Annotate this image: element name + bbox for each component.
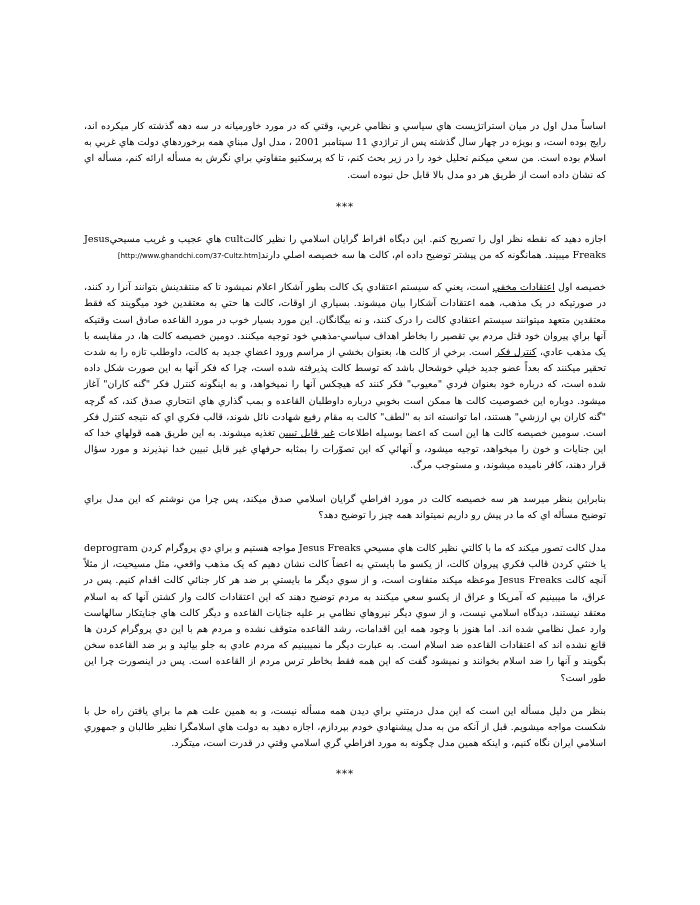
paragraph-4: بنابراين بنظر ميرسد هر سه خصيصه كالت در مورد افراطي گرايان اسلامي صدق ميكند، پس چرا من نوشتم كه اين مدل براي توضيح مسأله اي كه ما در پيش رو داريم نميتواند همه چيز را توضيح دهد؟ [84, 493, 606, 521]
paragraph-gap [84, 687, 606, 704]
paragraph-6: بنظر من دليل مسأله اين است كه اين مدل درمتني براي ديدن همه مسأله نيست، و به همين علت هم ما براي يافتن راه حل با شكست مواجه ميشويم. قبل از آنكه من به مدل پيشنهادي خودم بپردازم، اجازه دهيد به دولت هاي اسلامگرا نظير طالبان و جمهوري اسلامي ايران نگاه كنيم، و اينكه همين مدل چگونه به مورد افراطي گري اسلامي وقتي در قدرت است، ميتگرد. [84, 705, 606, 750]
paragraph-3-part-a: خصيصه اول [554, 282, 606, 294]
paragraph-5: مدل كالت تصور ميكند كه ما با كالتي نظير كالت هاي مسيحي Jesus Freaks مواجه هستيم و براي دي پروگرام كردن deprogram يا خنثي كردن قالب فكري پيروان كالت، از يكسو ما بايستي به اعضاً كالت نشان دهيم كه يک مذهب واقعي، مثل مسيحيت، از مثلاً آنچه كالت Jesus Freaks موعظه ميكند متفاوت است، و از سوي ديگر ما بايستي بر ضد هر كار جنائي كالت اقدام كنيم. پس در عراق، ما ميبينيم كه آمريكا و عراق از يكسو سعي ميكنند به مردم توضيح دهند كه اين اعتقادات كالت وار كشتن آنها كه به اسلام معتقد نيستند، ديدگاه اسلامي نيست، و از سوي ديگر نيروهاي نظامي بر عليه جنايات القاعده و ديگر كالت هاي جنايتكار سالهاست وارد عمل نظامي شده اند. اما هنوز با وجود همه اين اقدامات، رشد القاعده متوقف نشده و مردم هم با اين دي پروگرام كردن ها قانع نشده اند كه اعتقادات القاعده ضد اسلام است. به عبارت ديگر ما نميبينيم كه مردم عادي به جلو بيائيد و بر ضد القاعده سخن بگويند و آنها را ضد اسلام بخوانند و نميشود گفت كه اين همه فقط بخاطر ترس مردم از القاعده است. پس در اينصورت چرا اين طور است؟ [84, 543, 607, 684]
paragraph-3-part-d: تغذيه ميشوند. به اين طريق همه قولهاي خدا كه اين جنايات و خون را ميخواهد، توجيه ميشود، و آنهائي كه اين تصوّرات را بمثابه حرفهاي غير قابل تبيين خدا نپذيرند و مورد سؤال قرار دهند، كافر ناميده ميشوند، و مستوجب مرگ. [84, 428, 606, 472]
section-separator: *** [336, 201, 354, 213]
paragraph-2-text: اجازه دهيد كه نقطه نظر اول را تصريح كنم. اين ديگاه افراط گرايان اسلامي را نظير كالتcult هاي عجيب و غريب مسيحيJesus Freaks ميبيند. همانگونه كه من پيشتر توضيح داده ام، كالت ها سه خصيصه اصلي دارند [84, 233, 606, 262]
paragraph-3-part-b: است، يعني كه سيستم اعتقادي يک كالت بطور آشكار اعلام نميشود تا كه منتقدينش بتوانند آنرا رد كنند، در صورتيكه در يک مذهب، همه اعتقادات آشكارا بيان ميشوند. بسياري از اوقات، كالت ها حتي به معتقدين خود ميگويند كه فقط معتقدين متعهد ميتوانند سيستم اعتقادي كالت را درک كنند، و نه بيگانگان. اين مورد بسيار خوب در مورد القاعده صادق است وقتيكه آنها براي پيروان خود قتل مردم بي تقصير را بخاطر اهداف سياسي-مذهبي خود توجيه ميكنند. دومين خصيصه كالت ها، در مقايسه با يک مذهب عادي، [84, 282, 606, 359]
paragraph-gap [84, 264, 606, 280]
underlined-term-hidden-beliefs: اعتقادات مخفي [492, 282, 555, 294]
paragraph-1: اساساً مدل اول در ميان استراتژيست هاي سياسي و نظامي غربي، وقتي كه در مورد خاورميانه در سه دهه گذشته كار ميكرده اند، رايج بوده است، و بويژه در چهار سال گذشته پس از تراژدي 11 سپتامبر 2001 ، مدل اول مبناي همه برخوردهاي دولت هاي غربي به اسلام بوده است. من سعي ميكنم تحليل خود را در زير بحث كنم، تا كه پرسكتيو متفاوتي براي نگرش به مسأله ارائه كنم، مسأله اي كه نشان داده است از طريق هر دو مدل بالا قابل حل نبوده است. [84, 121, 606, 181]
article-body [84, 119, 606, 783]
paragraph-3-part-c: است. برخي از كالت ها، بعنوان بخشي از مراسم ورود اعضاي جديد به كالت، داوطلب تازه را به شدت تحقير ميكنند كه بعداً عضو جديد خيلي خوشحال باشد كه توسط كالت پذيرفته شده است، چرا كه فكر آنها به اين صورت شكل داده شده است، كه درباره خود بعنوان فردي "معيوب" فكر كنند كه هيچكس آنها را نميخواهد، و به اينگونه كنترل فكر "گنه كاران" آغاز ميشود. دوباره اين خصوصيت كالت ها ممكن است بخوبي درباره داوطلبان القاعده و بمب گذاري هاي انتحاري صدق كند، كه گرچه "گنه كاران بي ارزشي" هستند، اما توانسته اند به "لطف" كالت به مقام رفيع شهادت نائل شوند، قالب فكري اي كه نتيجه كنترل فكر است. سومين خصيصه كالت ها اين است كه اعضا بوسيله اطلاعات [84, 347, 606, 440]
underlined-term-unexplainable: غير قابل تبيين [278, 428, 335, 440]
reference-link[interactable]: [http://www.ghandchi.com/37-Cultz.htm] [117, 252, 261, 261]
paragraph-gap [84, 524, 606, 541]
paragraph-3 [84, 280, 606, 474]
paragraph-2 [84, 232, 606, 264]
section-separator: *** [336, 768, 354, 780]
paragraph-gap [84, 475, 606, 492]
underlined-term-mind-control: كنترل فكر [495, 347, 537, 359]
